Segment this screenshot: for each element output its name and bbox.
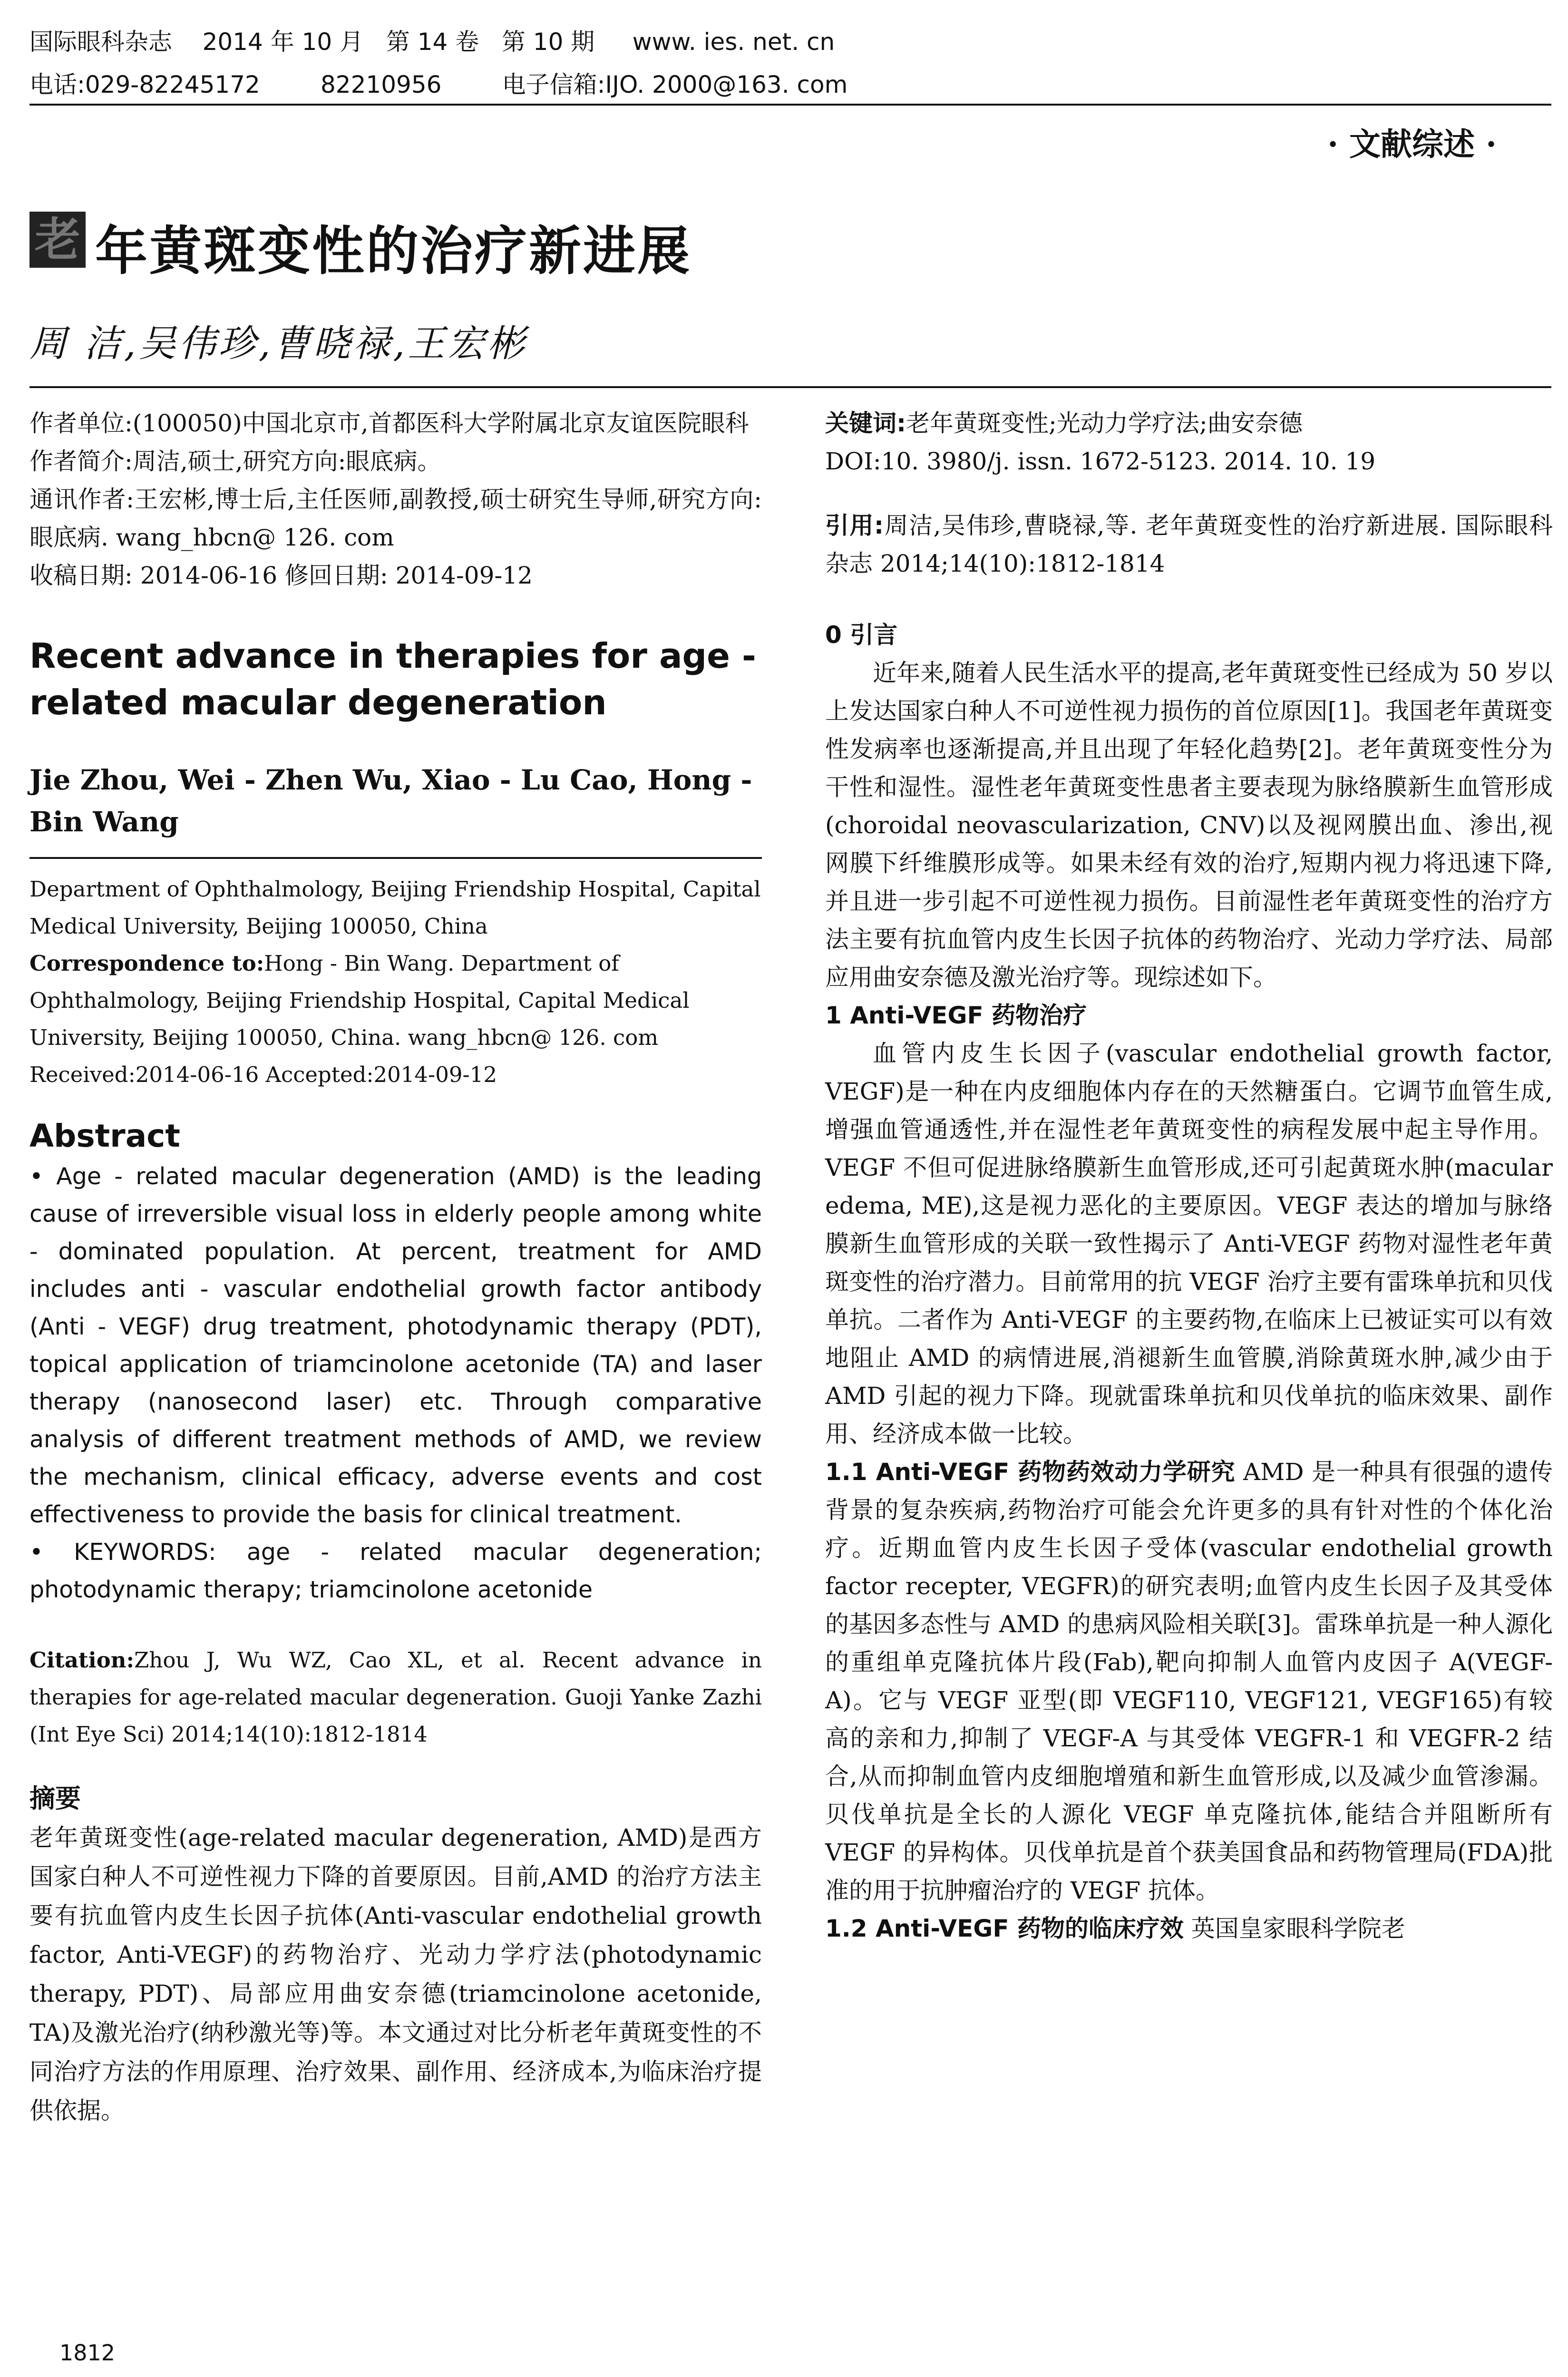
- section-1-2-heading: 1.2 Anti-VEGF 药物的临床疗效: [825, 1915, 1184, 1942]
- authors-rule: [29, 386, 1551, 388]
- citation-label: Citation:: [29, 1647, 135, 1673]
- english-dates: Received:2014-06-16 Accepted:2014-09-12: [29, 1062, 497, 1087]
- english-title: Recent advance in therapies for age - related macular degeneration: [29, 636, 756, 722]
- correspondence-label: Correspondence to:: [29, 951, 264, 976]
- left-column: [29, 404, 762, 2130]
- keywords-en: • KEYWORDS: age - related macular degeneration; photodynamic therapy; triamcinolone acetonide: [29, 1539, 762, 1603]
- section-1-1-paragraph: [825, 1453, 1553, 1909]
- section-1-1-text: AMD 是一种具有很强的遗传背景的复杂疾病,药物治疗可能会允许更多的具有针对性的个体化治疗。近期血管内皮生长因子受体(vascular endothelial growth factor recepter, VEGFR)的研究表明;血管内皮生长因子及其受体的基因多态性与 AMD 的患病风险相关联[3]。雷珠单抗是一种人源化的重组单克隆抗体片段(Fab),靶向抑制人血管内皮因子 A(VEGF-A)。它与 VEGF 亚型(即 VEGF110, VEGF121, VEGF165)有较高的亲和力,抑制了 VEGF-A 与其受体 VEGFR-1 和 VEGFR-2 结合,从而抑制血管内皮细胞增殖和新生血管形成,以及减少血管渗漏。贝伐单抗是全长的人源化 VEGF 单克隆抗体,能结合并阻断所有 VEGF 的异构体。贝伐单抗是首个获美国食品和药物管理局(FDA)批准的用于抗肿瘤治疗的 VEGF 抗体。: [825, 1458, 1553, 1904]
- journal-header-line1: 国际眼科杂志 2014 年 10 月 第 14 卷 第 10 期 www. ies. net. cn: [29, 28, 835, 56]
- section-tag: · 文献综述 ·: [1327, 126, 1497, 163]
- chinese-abstract-text: 老年黄斑变性(age-related macular degeneration, AMD)是西方国家白种人不可逆性视力下降的首要原因。目前,AMD 的治疗方法主要有抗血管内皮生长因子抗体(Anti-vascular endothelial growth factor, Anti-VEGF)的药物治疗、光动力学疗法(photodynamic therapy, PDT)、局部应用曲安奈德(triamcinolone acetonide, TA)及激光治疗(纳秒激光等)等。本文通过对比分析老年黄斑变性的不同治疗方法的作用原理、治疗效果、副作用、经济成本,为临床治疗提供依据。: [29, 1824, 762, 2124]
- section-0-heading: 0 引言: [825, 621, 898, 649]
- affiliation: 作者单位:(100050)中国北京市,首都医科大学附属北京友谊医院眼科: [29, 409, 749, 437]
- section-0-text: 近年来,随着人民生活水平的提高,老年黄斑变性已经成为 50 岁以上发达国家白种人不可逆性视力损伤的首位原因[1]。我国老年黄斑变性发病率也逐渐提高,并且出现了年轻化趋势[2]。老年黄斑变性分为干性和湿性。湿性老年黄斑变性患者主要表现为脉络膜新生血管形成(choroidal neovascularization, CNV)以及视网膜出血、渗出,视网膜下纤维膜形成等。如果未经有效的治疗,短期内视力将迅速下降,并且进一步引起不可逆性视力损伤。目前湿性老年黄斑变性的治疗方法主要有抗血管内皮生长因子抗体的药物治疗、光动力学疗法、局部应用曲安奈德及激光治疗等。现综述如下。: [825, 659, 1553, 991]
- journal-header-line2: 电话:029-82245172 82210956 电子信箱:IJO. 2000@163. com: [29, 71, 848, 98]
- author-intro: 作者简介:周洁,硕士,研究方向:眼底病。: [29, 448, 441, 475]
- section-1-text: 血管内皮生长因子(vascular endothelial growth factor, VEGF)是一种在内皮细胞体内存在的天然糖蛋白。它调节血管生成,增强血管通透性,并在湿性老年黄斑变性的病程发展中起主导作用。VEGF 不但可促进脉络膜新生血管形成,还可引起黄斑水肿(macular edema, ME),这是视力恶化的主要原因。VEGF 表达的增加与脉络膜新生血管形成的关联一致性揭示了 Anti-VEGF 药物对湿性老年黄斑变性的治疗潜力。目前常用的抗 VEGF 治疗主要有雷珠单抗和贝伐单抗。二者作为 Anti-VEGF 的主要药物,在临床上已被证实可以有效地阻止 AMD 的病情进展,消褪新生血管膜,消除黄斑水肿,减少由于 AMD 引起的视力下降。现就雷珠单抗和贝伐单抗的临床效果、副作用、经济成本做一比较。: [825, 1040, 1553, 1448]
- cite-cn: [825, 507, 1553, 583]
- english-authors-rule: [29, 857, 762, 859]
- page-number: 1812: [59, 2340, 116, 2366]
- abstract-text: • Age - related macular degeneration (AMD) is the leading cause of irreversible visual loss in elderly people among white - dominated population. At percent, treatment for AMD includes anti - vascular endothelial growth factor antibody (Anti - VEGF) drug treatment, photodynamic therapy (PDT), topical application of triamcinolone acetonide (TA) and laser therapy (nanosecond laser) etc. Through comparative analysis of different treatment methods of AMD, we review the mechanism, clinical efficacy, adverse events and cost effectiveness to provide the basis for clinical treatment.: [29, 1163, 762, 1528]
- chinese-abstract-heading: 摘要: [29, 1783, 81, 1813]
- header-rule: [29, 104, 1551, 106]
- english-authors: Jie Zhou, Wei - Zhen Wu, Xiao - Lu Cao, Hong - Bin Wang: [29, 764, 752, 838]
- citation: [29, 1642, 762, 1753]
- corresponding-author: 通讯作者:王宏彬,博士后,主任医师,副教授,硕士研究生导师,研究方向:眼底病. wang_hbcn@ 126. com: [29, 486, 762, 551]
- abstract-heading: Abstract: [29, 1118, 180, 1154]
- english-correspondence: [29, 945, 762, 1056]
- section-1-2-text: 英国皇家眼科学院老: [1191, 1915, 1405, 1942]
- keywords-cn-text: 老年黄斑变性;光动力学疗法;曲安奈德: [906, 409, 1303, 437]
- section-1-2-paragraph: [825, 1909, 1553, 1948]
- authors: 周 洁,吴伟珍,曹晓禄,王宏彬: [29, 322, 528, 365]
- citation-text: Zhou J, Wu WZ, Cao XL, et al. Recent advance in therapies for age-related macular degeneration. Guoji Yanke Zazhi (Int Eye Sci) 2014;14(10):1812-1814: [29, 1647, 762, 1747]
- english-department: Department of Ophthalmology, Beijing Friendship Hospital, Capital Medical University, Beijing 100050, China: [29, 877, 761, 939]
- keywords-cn: [825, 404, 1553, 442]
- page-title: 年黄斑变性的治疗新进展: [95, 220, 691, 282]
- cite-cn-text: 周洁,吴伟珍,曹晓禄,等. 老年黄斑变性的治疗新进展. 国际眼科杂志 2014;14(10):1812-1814: [825, 512, 1553, 577]
- correspondence-text: Hong - Bin Wang. Department of Ophthalmology, Beijing Friendship Hospital, Capital Medical University, Beijing 100050, China. wang_hbcn@ 126. com: [29, 951, 690, 1050]
- keywords-cn-label: 关键词:: [825, 409, 906, 437]
- cite-cn-label: 引用:: [825, 512, 884, 539]
- section-1-1-heading: 1.1 Anti-VEGF 药物药效动力学研究: [825, 1458, 1236, 1486]
- received-dates: 收稿日期: 2014-06-16 修回日期: 2014-09-12: [29, 562, 533, 589]
- doi: DOI:10. 3980/j. issn. 1672-5123. 2014. 10. 19: [825, 448, 1376, 475]
- section-1-heading: 1 Anti-VEGF 药物治疗: [825, 1002, 1087, 1029]
- right-column: [825, 404, 1553, 1948]
- title-first-char: 老: [29, 212, 86, 268]
